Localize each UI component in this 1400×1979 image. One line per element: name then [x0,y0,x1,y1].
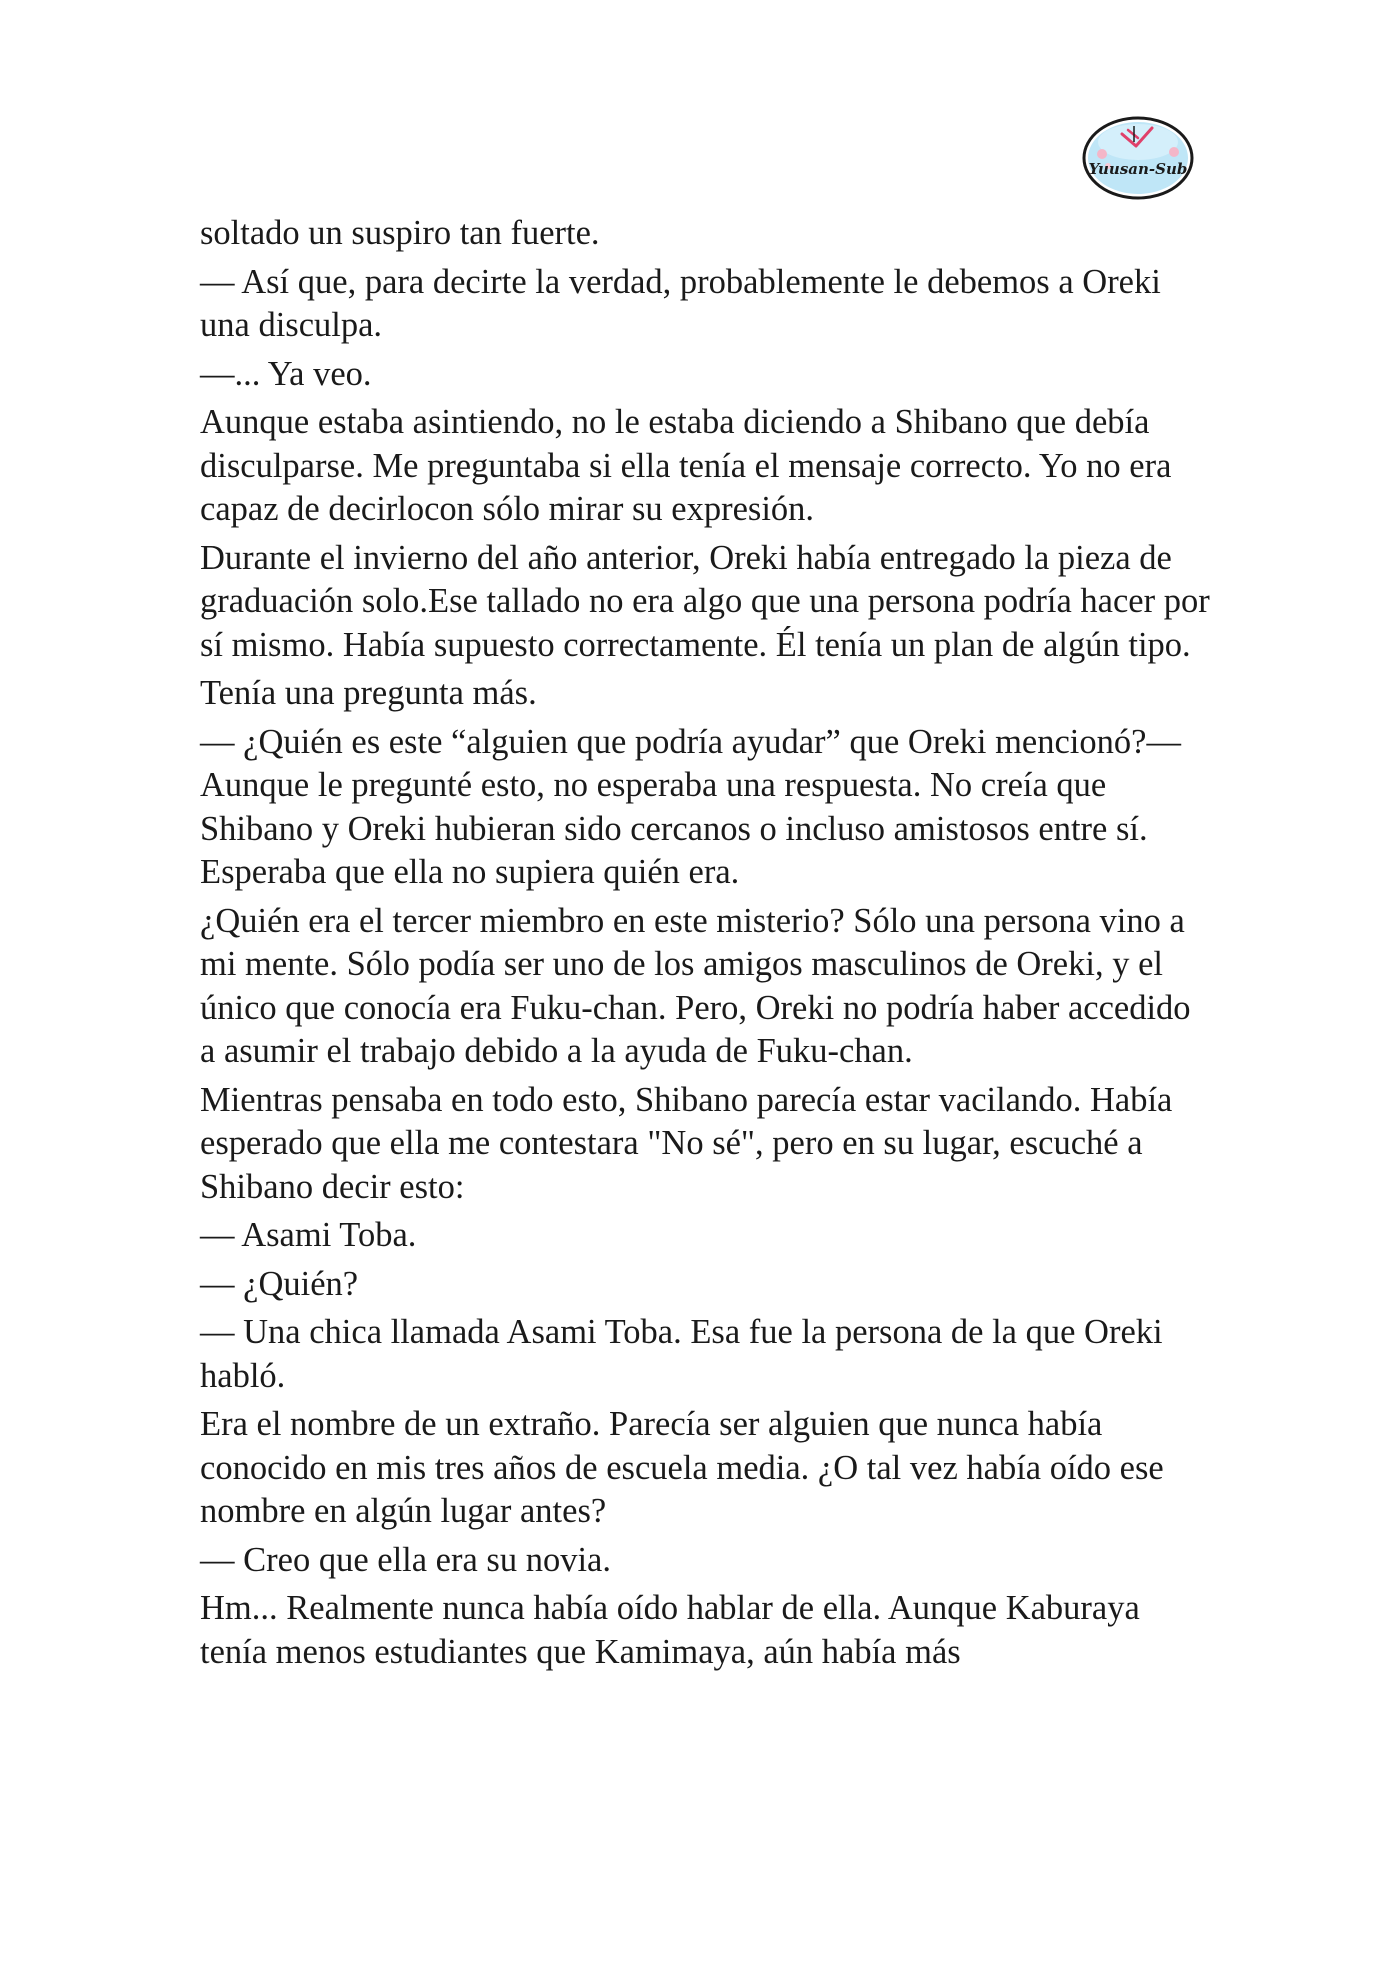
paragraph: Tenía una pregunta más. [200,674,537,712]
document-body [200,212,1210,1679]
paragraph: Hm... Realmente nunca había oído hablar de ella. Aunque Kaburaya tenía menos estudiantes que Kamimaya, aún había más [200,1589,1140,1671]
paragraph: Durante el invierno del año anterior, Oreki había entregado la pieza de graduación solo.Ese tallado no era algo que una persona podría hacer por sí mismo. Había supuesto correctamente. Él tenía un plan de algún tipo. [200,538,1210,664]
yuusan-sub-logo [1078,104,1198,200]
paragraph: — Una chica llamada Asami Toba. Esa fue la persona de la que Oreki habló. [200,1313,1163,1395]
paragraph: — Creo que ella era su novia. [200,1540,611,1579]
paragraph: soltado un suspiro tan fuerte. [200,214,600,252]
paragraph: —... Ya veo. [200,354,372,393]
paragraph: ¿Quién era el tercer miembro en este misterio? Sólo una persona vino a mi mente. Sólo podía ser uno de los amigos masculinos de Oreki, y el único que conocía era Fuku-chan. Pero, Oreki no podría haber accedido a asumir el trabajo debido a la ayuda de Fuku-chan. [200,901,1191,1070]
paragraph: — Asami Toba. [200,1216,417,1254]
paragraph: Aunque estaba asintiendo, no le estaba diciendo a Shibano que debía disculparse. Me preguntaba si ella tenía el mensaje correcto. Yo no era capaz de decirlocon sólo mirar su expresión. [200,403,1172,528]
paragraph: — ¿Quién es este “alguien que podría ayudar” que Oreki mencionó?— Aunque le pregunté esto, no esperaba una respuesta. No creía que Shibano y Oreki hubieran sido cercanos o incluso amistosos entre sí. Esperaba que ella no supiera quién era. [200,722,1181,891]
paragraph: Mientras pensaba en todo esto, Shibano parecía estar vacilando. Había esperado que ella me contestara "No sé", pero en su lugar, escuché a Shibano decir esto: [200,1080,1173,1206]
paragraph: Era el nombre de un extraño. Parecía ser alguien que nunca había conocido en mis tres años de escuela media. ¿O tal vez había oído ese nombre en algún lugar antes? [200,1405,1164,1530]
paragraph: — ¿Quién? [200,1264,359,1303]
paragraph: — Así que, para decirte la verdad, probablemente le debemos a Oreki una disculpa. [200,262,1161,344]
logo-text: Yuusan-Sub [1088,160,1188,178]
